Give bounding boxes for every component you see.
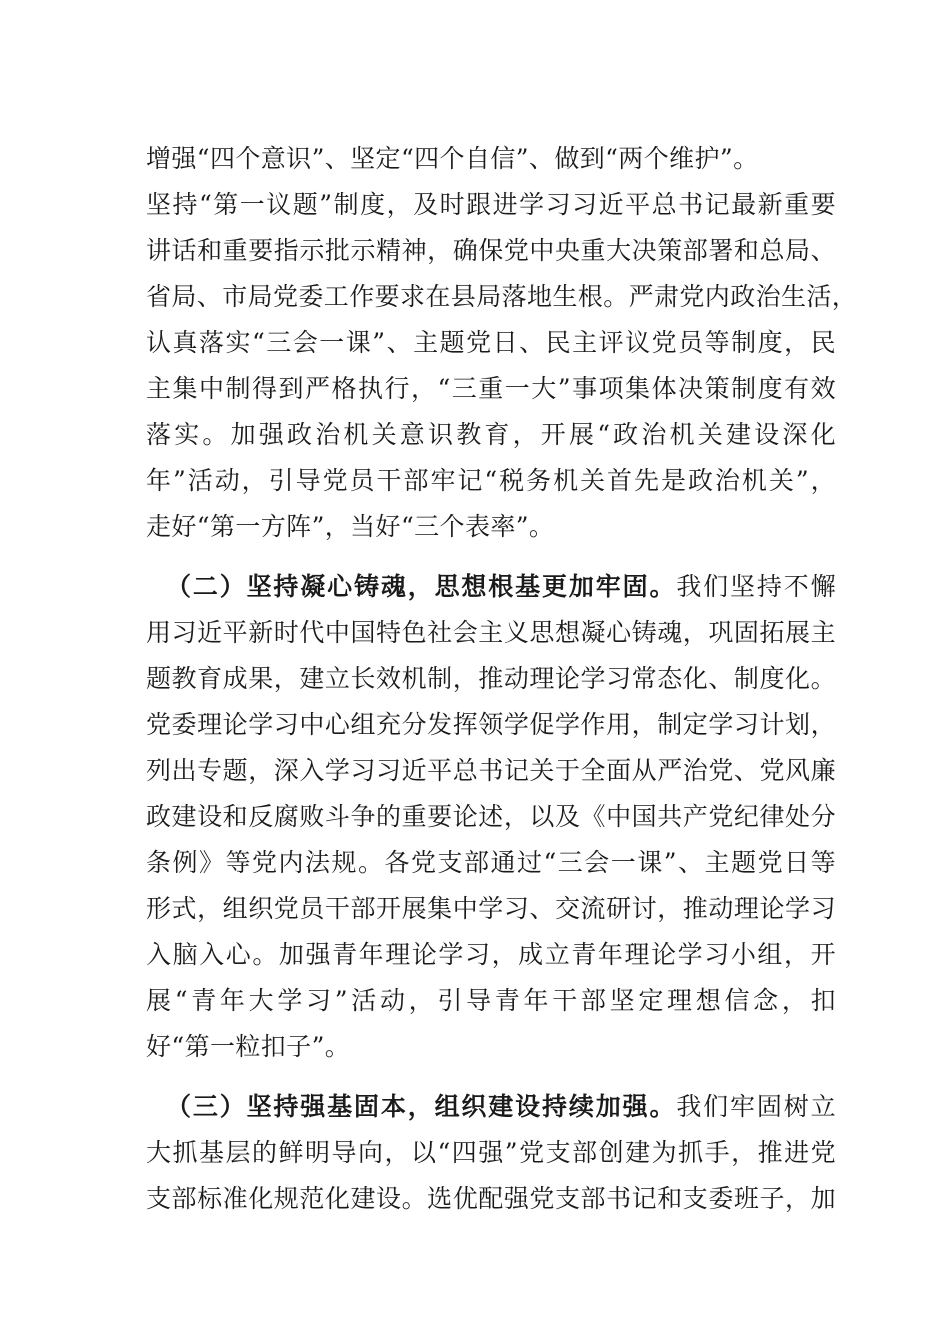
text-line: 认真落实“三会一课”、主题党日、民主评议党员等制度，民 (146, 328, 836, 357)
text-line: 讲话和重要指示批示精神，确保党中央重大决策部署和总局、 (146, 236, 836, 265)
text-line: 年”活动，引导党员干部牢记“税务机关首先是政治机关”， (146, 466, 836, 495)
text-line: 入脑入心。加强青年理论学习，成立青年理论学习小组，开 (146, 940, 836, 969)
text-line: 落实。加强政治机关意识教育，开展“政治机关建设深化 (146, 420, 836, 449)
text-line: 形式，组织党员干部开展集中学习、交流研讨，推动理论学习 (146, 894, 836, 923)
text-line: 用习近平新时代中国特色社会主义思想凝心铸魂，巩固拓展主 (146, 618, 836, 647)
text-line: 坚持“第一议题”制度，及时跟进学习习近平总书记最新重要 (146, 190, 836, 219)
section-heading: （三）坚持强基固本，组织建设持续加强。 (166, 1092, 677, 1121)
paragraph-3 (146, 1084, 836, 1222)
paragraph-first-line (146, 1084, 836, 1130)
text-line: 列出专题，深入学习习近平总书记关于全面从严治党、党风廉 (146, 756, 836, 785)
text-line: 党委理论学习中心组充分发挥领学促学作用，制定学习计划， (146, 710, 836, 739)
text-line: 大抓基层的鲜明导向，以“四强”党支部创建为抓手，推进党 (146, 1138, 836, 1167)
text-line: 增强“四个意识”、坚定“四个自信”、做到“两个维护”。 (146, 144, 759, 173)
text-span: 我们牢固树立 (676, 1092, 837, 1121)
text-line: 省局、市局党委工作要求在县局落地生根。严肃党内政治生活， (146, 282, 858, 311)
section-heading: （二）坚持凝心铸魂，思想根基更加牢固。 (166, 572, 677, 601)
text-line: 展“青年大学习”活动，引导青年干部坚定理想信念，扣 (146, 986, 836, 1015)
document-body (146, 136, 858, 1222)
text-line: 好“第一粒扣子”。 (146, 1032, 351, 1061)
text-line: 走好“第一方阵”，当好“三个表率”。 (146, 512, 555, 541)
text-line: 主集中制得到严格执行，“三重一大”事项集体决策制度有效 (146, 374, 836, 403)
text-line: 政建设和反腐败斗争的重要论述，以及《中国共产党纪律处分 (146, 802, 836, 831)
text-line: 支部标准化规范化建设。选优配强党支部书记和支委班子，加 (146, 1184, 836, 1213)
paragraph-1 (146, 136, 858, 550)
text-line: 条例》等党内法规。各党支部通过“三会一课”、主题党日等 (146, 848, 836, 877)
text-span: 我们坚持不懈 (676, 572, 837, 601)
paragraph-gap (146, 1070, 836, 1084)
text-line: 题教育成果，建立长效机制，推动理论学习常态化、制度化。 (146, 664, 836, 693)
paragraph-first-line (146, 564, 836, 610)
paragraph-2 (146, 564, 836, 1070)
paragraph-gap (146, 550, 836, 564)
